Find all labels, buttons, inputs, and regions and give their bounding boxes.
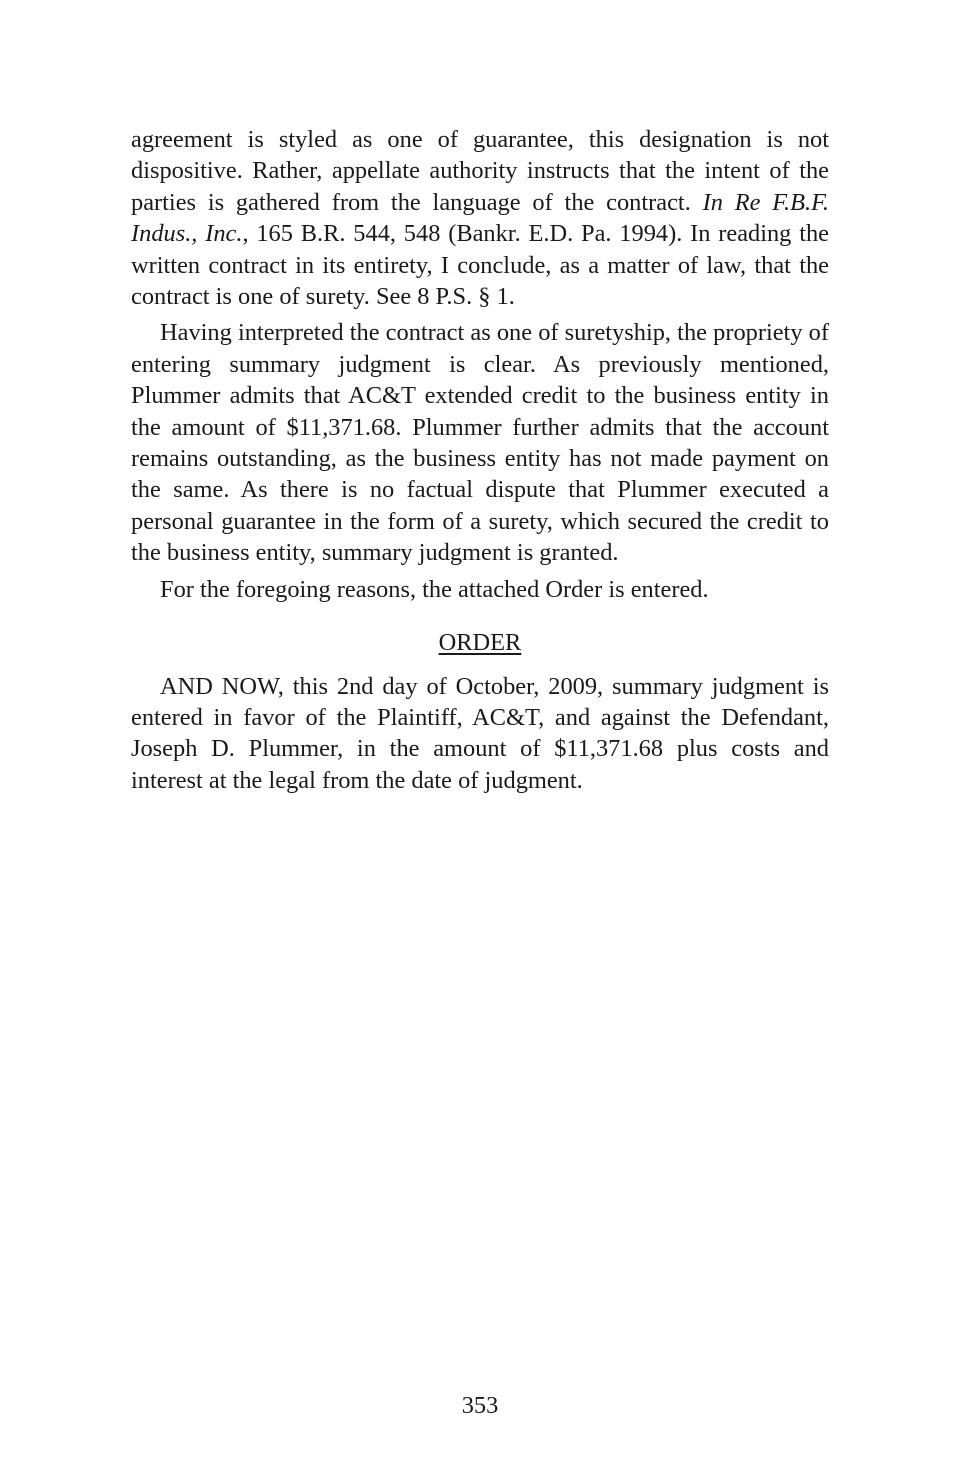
order-heading-text: ORDER — [438, 629, 522, 657]
paragraph-opinion-conclusion — [131, 124, 829, 312]
paragraph-order-entered: For the foregoing reasons, the attached Order is entered. — [160, 575, 709, 603]
page-body — [131, 124, 829, 796]
case-citation: In Re F.B.F. Indus., Inc. — [131, 188, 830, 248]
page-number: 353 — [461, 1392, 499, 1419]
paragraph-summary-judgment: Having interpreted the contract as one of suretyship, the propriety of entering summary judgment is clear. As previously mentioned, Plummer admits that AC&T extended credit to the business entity in the amount of $11,371.68. Plummer further admits that the account remains outstanding, as the business entity has not made payment on the same. As there is no factual dispute that Plummer executed a personal guarantee in the form of a surety, which secured the credit to the business entity, summary judgment is granted. — [131, 319, 829, 567]
order-heading — [131, 627, 829, 658]
order-paragraph: AND NOW, this 2nd day of October, 2009, summary judgment is entered in favor of the Plaintiff, AC&T, and against the Defendant, Joseph D. Plummer, in the amount of $11,371.68 plus costs and interest at the legal from the date of judgment. — [131, 672, 829, 794]
paragraph-text: agreement is styled as one of guarantee, this designation is not dispositive. Rather, appellate authority instructs that the intent of the parties is gathered from the language of the contract. — [131, 126, 829, 216]
paragraph-text: , 165 B.R. 544, 548 (Bankr. E.D. Pa. 1994). In reading the written contract in its entirety, I conclude, as a matter of law, that the contract is one of surety. See 8 P.S. § 1. — [131, 220, 829, 311]
